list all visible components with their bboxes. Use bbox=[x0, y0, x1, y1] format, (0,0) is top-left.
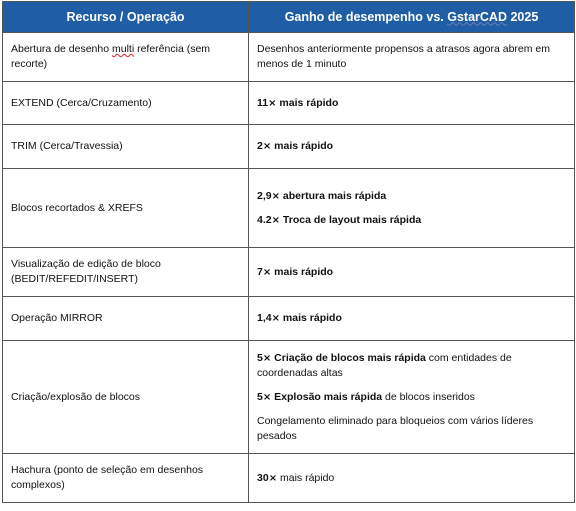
times-symbol: × bbox=[262, 352, 272, 364]
gain-cell bbox=[249, 248, 575, 297]
gain-line bbox=[257, 390, 566, 405]
table-row bbox=[3, 248, 575, 297]
times-symbol: × bbox=[262, 391, 272, 403]
table-row bbox=[3, 341, 575, 454]
feature-line: (BEDIT/REFEDIT/INSERT) bbox=[11, 273, 138, 285]
gain-number: 1,4 bbox=[257, 312, 272, 324]
gain-line bbox=[257, 189, 566, 204]
table-row bbox=[3, 169, 575, 248]
feature-cell: Criação/explosão de blocos bbox=[3, 341, 249, 454]
feature-text-pre: Abertura de desenho bbox=[11, 43, 112, 55]
header-prefix: Ganho de desempenho vs. bbox=[284, 9, 448, 24]
times-symbol: × bbox=[268, 472, 278, 484]
gain-number: 30 bbox=[257, 471, 269, 484]
gain-cell bbox=[249, 297, 575, 341]
feature-cell: Hachura (ponto de seleção em desenhos complexos) bbox=[3, 454, 249, 503]
gain-text: abertura mais rápida bbox=[280, 189, 387, 202]
feature-line: Visualização de edição de bloco bbox=[11, 258, 161, 270]
gain-number: 5 bbox=[257, 351, 263, 364]
feature-text-post: referência (sem recorte) bbox=[11, 43, 211, 70]
times-symbol: × bbox=[271, 190, 280, 202]
times-symbol: × bbox=[271, 214, 280, 226]
performance-table bbox=[2, 1, 575, 503]
table-row bbox=[3, 82, 575, 125]
gain-text: mais rápido bbox=[277, 471, 335, 484]
header-performance-gain bbox=[249, 2, 575, 33]
times-symbol: × bbox=[271, 313, 280, 324]
gain-line: Congelamento eliminado para bloqueios com vários líderes pesados bbox=[257, 414, 534, 442]
feature-cell bbox=[3, 33, 249, 82]
gain-cell bbox=[249, 454, 575, 503]
gain-text: com entidades de coordenadas altas bbox=[257, 351, 512, 379]
gain-number: 5 bbox=[257, 390, 263, 403]
gain-text: mais rápido bbox=[271, 140, 334, 152]
gain-cell bbox=[249, 82, 575, 125]
times-symbol: × bbox=[262, 266, 272, 278]
gain-number: 2 bbox=[257, 140, 263, 152]
feature-cell: Operação MIRROR bbox=[3, 297, 249, 341]
gain-line bbox=[257, 351, 566, 381]
gain-cell bbox=[249, 341, 575, 454]
table-row bbox=[3, 33, 575, 82]
gain-text-bold: Explosão mais rápida bbox=[271, 390, 383, 403]
header-suffix: 2025 bbox=[507, 9, 539, 24]
gain-text: mais rápido bbox=[271, 265, 334, 278]
times-symbol: × bbox=[262, 141, 272, 152]
gain-number: 11 bbox=[257, 96, 269, 109]
table-row bbox=[3, 125, 575, 169]
feature-text-multi: multi bbox=[112, 43, 135, 55]
gain-number: 4.2 bbox=[257, 213, 272, 226]
gain-text: mais rápido bbox=[276, 96, 339, 109]
gain-number: 2,9 bbox=[257, 189, 272, 202]
feature-cell: TRIM (Cerca/Travessia) bbox=[3, 125, 249, 169]
table-header-row bbox=[3, 2, 575, 33]
gain-line bbox=[257, 213, 566, 228]
feature-cell: EXTEND (Cerca/Cruzamento) bbox=[3, 82, 249, 125]
table-row bbox=[3, 454, 575, 503]
gain-text: mais rápido bbox=[280, 312, 342, 324]
header-feature: Recurso / Operação bbox=[3, 2, 249, 33]
gain-cell bbox=[249, 169, 575, 248]
table-row bbox=[3, 297, 575, 341]
header-product: GstarCAD bbox=[447, 9, 507, 24]
gain-cell bbox=[249, 125, 575, 169]
feature-cell bbox=[3, 248, 249, 297]
feature-cell: Blocos recortados & XREFS bbox=[3, 169, 249, 248]
gain-text: Troca de layout mais rápida bbox=[280, 213, 422, 226]
gain-text: de blocos inseridos bbox=[382, 390, 475, 403]
times-symbol: × bbox=[268, 97, 277, 109]
gain-cell: Desenhos anteriormente propensos a atrasos agora abrem em menos de 1 minuto bbox=[249, 33, 575, 82]
gain-text-bold: Criação de blocos mais rápida bbox=[271, 351, 426, 364]
gain-number: 7 bbox=[257, 265, 263, 278]
